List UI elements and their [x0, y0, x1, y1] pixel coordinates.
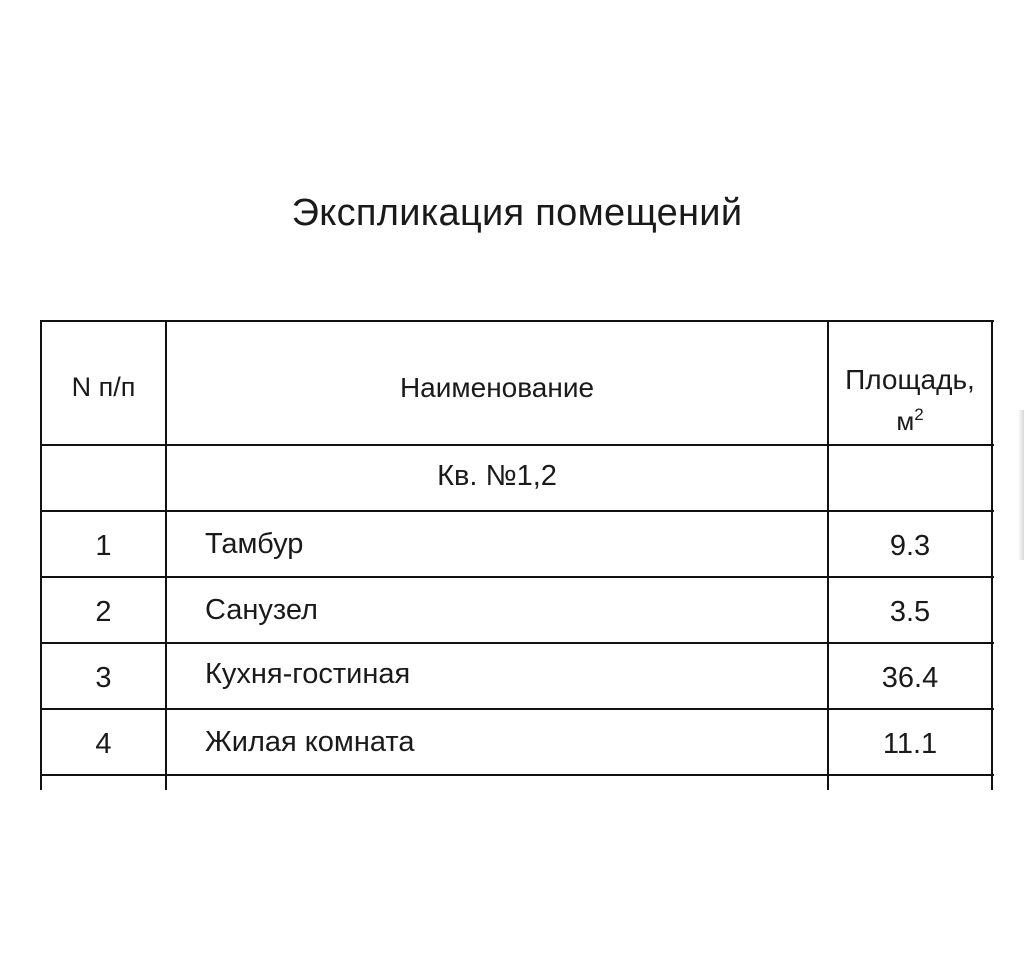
- row-4-number: 4: [95, 728, 112, 760]
- row-2-name: Санузел: [205, 594, 318, 626]
- row-3-name: Кухня-гостиная: [205, 658, 411, 690]
- row-2-number: 2: [95, 596, 112, 628]
- row-3-area: 36.4: [881, 662, 939, 694]
- row-1-number: 1: [95, 530, 112, 562]
- row-divider-4: [40, 774, 994, 776]
- explication-table: [40, 320, 994, 790]
- area-unit-text: м: [896, 406, 915, 436]
- row-4-name: Жилая комната: [205, 726, 415, 758]
- area-unit-exponent: 2: [914, 405, 924, 424]
- header-name: Наименование: [399, 372, 595, 403]
- header-number: N п/п: [71, 372, 136, 402]
- row-divider-3: [40, 708, 994, 710]
- section-divider: [40, 510, 994, 512]
- table-border-top: [40, 320, 994, 322]
- row-1-area: 9.3: [889, 530, 931, 562]
- row-3-number: 3: [95, 662, 112, 694]
- section-label: Кв. №1,2: [437, 460, 557, 492]
- row-2-area: 3.5: [889, 596, 931, 628]
- row-4-area: 11.1: [882, 728, 938, 760]
- row-divider-2: [40, 642, 994, 644]
- header-area-unit: [829, 405, 991, 436]
- row-1-name: Тамбур: [205, 528, 304, 560]
- right-edge-shadow: [1018, 410, 1024, 560]
- row-divider-1: [40, 576, 994, 578]
- document-title: Экспликация помещений: [291, 192, 743, 234]
- table-border-right: [991, 320, 993, 790]
- header-divider: [40, 444, 994, 446]
- header-area: Площадь,: [845, 364, 975, 395]
